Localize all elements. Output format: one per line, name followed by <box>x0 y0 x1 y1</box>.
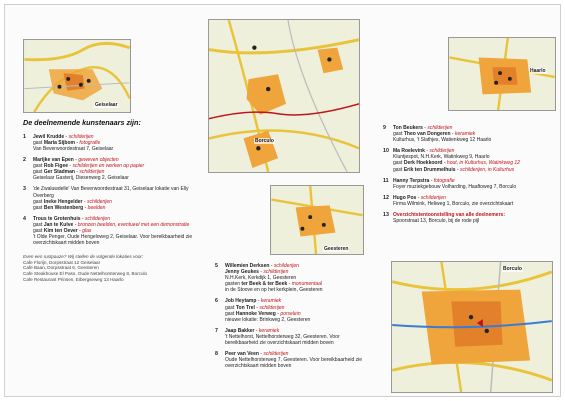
guest-line: gast Hannoke Verweg - porselein <box>225 310 301 317</box>
entry-number: 10 <box>383 148 389 155</box>
map-geiselaar <box>23 39 131 113</box>
guest-prefix: gast <box>33 163 43 170</box>
map-haarlo <box>448 37 556 111</box>
entry-head <box>33 186 198 198</box>
guest-name: Jenny Geukes <box>225 269 259 276</box>
guest-line: gast Rob Figee - schilderijen en werken op papier <box>33 163 145 170</box>
entry-head: Jaap Bakker - keramiek <box>225 327 280 334</box>
artist-name: Jewil Krudde <box>33 133 65 140</box>
guest-role: schilderijen en werken op papier <box>72 163 145 170</box>
rest-location: Cafe Florijn, Dorpsstraat 12 Geiselaar <box>23 259 101 265</box>
entry-number: 6 <box>215 298 218 305</box>
artist-entry <box>215 298 365 323</box>
map-borculo-overview <box>208 19 360 173</box>
guest-line: gast Erik ten Drummelhuis - schilderijen, in Kulturhus <box>393 166 515 173</box>
entry-address: Spoorstraat 13, Borculo, bij de rode pijl <box>393 218 480 225</box>
entry-address: nieuwe lokatie: Brinkweg 2, Geesteren <box>225 316 311 323</box>
artist-name: Hugo Pos <box>393 194 417 201</box>
entry-number: 7 <box>215 327 218 334</box>
map-label-borculo: Borculo <box>255 138 274 144</box>
entry-head: Trous te Grotenhuis - schilderijen <box>33 215 110 222</box>
entry-head: Ma Roelevink - schilderijen <box>393 148 455 155</box>
guest-line: gasten ter Beek & ter Beek - monumentaal <box>225 281 323 288</box>
guest-line: gast Maria Sijbom - fotografie <box>33 139 101 146</box>
artist-role: schilderijen <box>84 215 110 222</box>
guest-line: gast Ben Westenberg - beelden <box>33 204 106 211</box>
guest-name: Maria Sijbom <box>43 139 75 146</box>
guest-text: N.H.Kerk, Kerkdijk 1, Geesteren <box>225 275 297 282</box>
entry-number: 4 <box>23 215 26 222</box>
guest-role: glas <box>82 228 92 234</box>
entry-number: 12 <box>383 194 389 201</box>
artist-role: keramiek <box>260 298 282 305</box>
entry-number: 1 <box>23 133 26 140</box>
right-artist-list <box>383 125 558 224</box>
middle-artist-list <box>215 263 365 369</box>
artist-role: schilderijen <box>273 263 299 269</box>
artist-role: geweven objecten <box>78 157 119 164</box>
artist-name: Job Heytamp <box>225 298 257 305</box>
artist-entry <box>383 148 558 173</box>
entry-head: Ton Beukers - schilderijen <box>393 125 453 131</box>
artist-name: Willemien Derksen <box>225 263 270 269</box>
entry-address: Foyer muziekgebouw Volharding, Haaftoweg 7, Borculo <box>393 183 517 190</box>
rest-location: Cafe Restaurant Prinsen, Eibergseweg 13 Haarlo <box>23 276 124 282</box>
guest-role: beelden <box>87 204 106 211</box>
artist-name: Peer van Veen <box>225 351 259 358</box>
guest-role: schilderijen <box>86 198 112 205</box>
guest-name: Erik ten Drummelhuis <box>403 166 456 173</box>
artist-name: Jaap Bakker <box>225 327 255 334</box>
artist-name: Overzichtstentoonstelling van alle deelnemers: <box>393 212 505 219</box>
guest-name: Ton Trel <box>235 304 255 311</box>
guest-role: schilderijen, in Kulturhus <box>459 166 515 173</box>
artist-entry <box>215 263 365 294</box>
guest-role: bronzen beelden, eventueel met een demonstratie <box>77 221 190 228</box>
guest-line: gast Ineke Hengelder - schilderijen <box>33 198 112 205</box>
artist-role: schilderijen <box>68 133 94 140</box>
artist-name: Hanny Terpstra <box>393 177 430 184</box>
guest-name: Ineke Hengelder <box>43 198 83 205</box>
column-middle <box>215 263 365 374</box>
artist-entry <box>383 212 558 225</box>
artist-name: Trous te Grotenhuis <box>33 215 81 222</box>
guest-role: keramiek <box>454 131 476 138</box>
artist-name: Marijke van Epen <box>33 157 74 164</box>
artist-entry <box>23 133 198 152</box>
guest-role: fotografie <box>79 139 101 146</box>
guest-name: Rob Figee <box>43 163 69 170</box>
map-label-haarlo: Haarlo <box>530 68 546 74</box>
entry-address: Van Beverwoordestraat 7, Geiselaar <box>33 145 114 152</box>
entry-address: 't Olde Penger, Oude Hengeloweg 2, Geiselaar. Voor bereikbaarheid zie overzichtskaart midden boven <box>33 234 193 247</box>
guest-role: monumentaal <box>291 281 323 288</box>
artist-entry <box>23 215 198 247</box>
entry-address: Oude Nettelhorsterweg 7, Geesteren. Voor bereikbaarheid zie overzichtskaart midden boven <box>225 357 363 370</box>
artist-entry <box>383 194 558 207</box>
guest-prefix: gast <box>393 160 403 167</box>
entry-number: 8 <box>215 351 218 358</box>
entry-number: 11 <box>383 177 389 184</box>
guest-prefix: gast <box>393 166 403 173</box>
artist-role: schilderijen <box>263 351 289 358</box>
guest-prefix: gast <box>225 310 235 317</box>
guest-name: Jan te Kulve <box>43 221 74 228</box>
guest-prefix: gast <box>393 131 403 138</box>
guest-name: Kim ten Oever <box>43 228 78 234</box>
guest-line: gast Ger Stadman - schilderijen <box>33 169 105 176</box>
artist-entry <box>215 351 365 370</box>
entry-address: in de Stoove en op het kerkplein, Geesteren <box>225 287 323 294</box>
guest-name: Derk Hoekkoord <box>403 160 443 167</box>
guest-name: Ben Westenberg <box>43 204 84 211</box>
guest-prefix: gast <box>33 228 43 234</box>
artist-role: schilderijen <box>427 125 453 131</box>
guest-line: gast Theo van Dongeren - keramiek <box>393 131 476 138</box>
guest-role: schilderijen <box>263 269 289 276</box>
rest-list <box>23 260 198 282</box>
artist-role: fotografie <box>433 177 455 184</box>
guest-prefix: gast <box>33 198 43 205</box>
artist-role: keramiek <box>258 327 280 334</box>
entry-number: 3 <box>23 186 26 193</box>
artist-entry <box>23 186 198 211</box>
artist-role: schilderijen <box>429 148 455 155</box>
column-right <box>383 125 558 229</box>
guest-role: porselein <box>280 310 301 317</box>
entry-head: Hugo Pos - schilderijen <box>393 194 446 201</box>
map-label-geesteren: Geesteren <box>324 246 349 252</box>
entry-head: Hanny Terpstra - fotografie <box>393 177 455 184</box>
artist-entry <box>383 177 558 190</box>
left-artist-list <box>23 134 198 247</box>
guest-name: Hannoke Verweg <box>235 310 276 317</box>
entry-number: 5 <box>215 263 218 269</box>
guest-prefix: gast <box>33 169 43 176</box>
artist-role: schilderijen <box>420 194 446 201</box>
entry-head: Jewil Krudde - schilderijen <box>33 133 94 140</box>
guest-prefix: gasten <box>225 281 241 288</box>
guest-prefix: gast <box>33 204 43 211</box>
guest-line: gast Jan te Kulve - bronzen beelden, eventueel met een demonstratie <box>33 221 190 228</box>
guest-name: Theo van Dongeren <box>403 131 451 138</box>
entry-location: 'de Zwaluwdelle' Van Beverwoordestraat 31, Geiselaar lokatie van Elly Overberg <box>33 186 189 199</box>
entry-head: Job Heytamp - keramiek <box>225 298 282 305</box>
map-geesteren <box>270 185 364 255</box>
artist-name: Ma Roelevink <box>393 148 425 155</box>
guest-role: schilderijen <box>79 169 105 176</box>
entry-number: 13 <box>383 212 389 219</box>
rest-location: Cafe Steakhouse El Paso, Oude Nettelhorsterweg 8, Borculo <box>23 271 148 277</box>
column-left <box>23 119 198 282</box>
artist-name: Ton Beukers <box>393 125 423 131</box>
entry-head: Marijke van Epen - geweven objecten <box>33 157 119 164</box>
entry-number: 9 <box>383 125 386 131</box>
guest-role: hout, in Kulturhus, Watinkweg 12 <box>446 160 520 167</box>
entry-address: Geiselaar Gasterij, Diesenweg 2, Geiselaar <box>33 175 129 182</box>
map-label-geiselaar: Geiselaar <box>95 102 118 108</box>
guest-prefix: gast <box>225 304 235 311</box>
artist-entry <box>383 125 558 144</box>
map-label-borculo-detail: Borculo <box>503 266 522 272</box>
guest-text: Kluntjespot, N.H.Kerk, Watinkweg 9, Haarlo <box>393 154 490 161</box>
artist-entry <box>23 157 198 182</box>
entry-number: 2 <box>23 157 26 164</box>
rest-title: Even een rustpauze? Wij stellen de volgende lokaties voor: <box>23 254 144 260</box>
guest-prefix: gast <box>33 139 43 146</box>
guest-line: Jenny Geukes - schilderijen <box>225 269 289 276</box>
guest-line: gast Derk Hoekkoord - hout, in Kulturhus, Watinkweg 12 <box>393 160 520 167</box>
entry-address: 't Nettelhorst, Nettelhorsterweg 32, Geesteren. Voor bereikbaarheid zie overzichtskaart midden boven <box>225 333 340 347</box>
artists-heading: De deelnemende kunstenaars zijn: <box>23 118 141 127</box>
rest-location: Cafe Baan, Dorpsstraat 6, Geesteren <box>23 265 99 271</box>
entry-address: Kulturhus, 't Slathjes, Watienkweg 12 Haarlo <box>393 137 492 144</box>
guest-line: gast Ton Trel - schilderijen <box>225 304 285 311</box>
entry-head: Peer van Veen - schilderijen <box>225 351 289 358</box>
brochure-sheet <box>4 4 561 397</box>
guest-role: schilderijen <box>259 304 285 311</box>
guest-name: Ger Stadman <box>43 169 75 176</box>
map-borculo-detail <box>391 261 553 393</box>
rest-section <box>23 254 198 282</box>
entry-address: Firma Wilmink, Heliweg 1, Borculo, zie overzichtskaart <box>393 200 514 207</box>
artist-entry <box>215 327 365 347</box>
guest-line: gast Kim ten Oever - glas <box>33 228 92 234</box>
entry-head: Willemien Derksen - schilderijen <box>225 263 299 269</box>
guest-name: ter Beek & ter Beek <box>241 281 288 288</box>
guest-prefix: gast <box>33 221 43 228</box>
